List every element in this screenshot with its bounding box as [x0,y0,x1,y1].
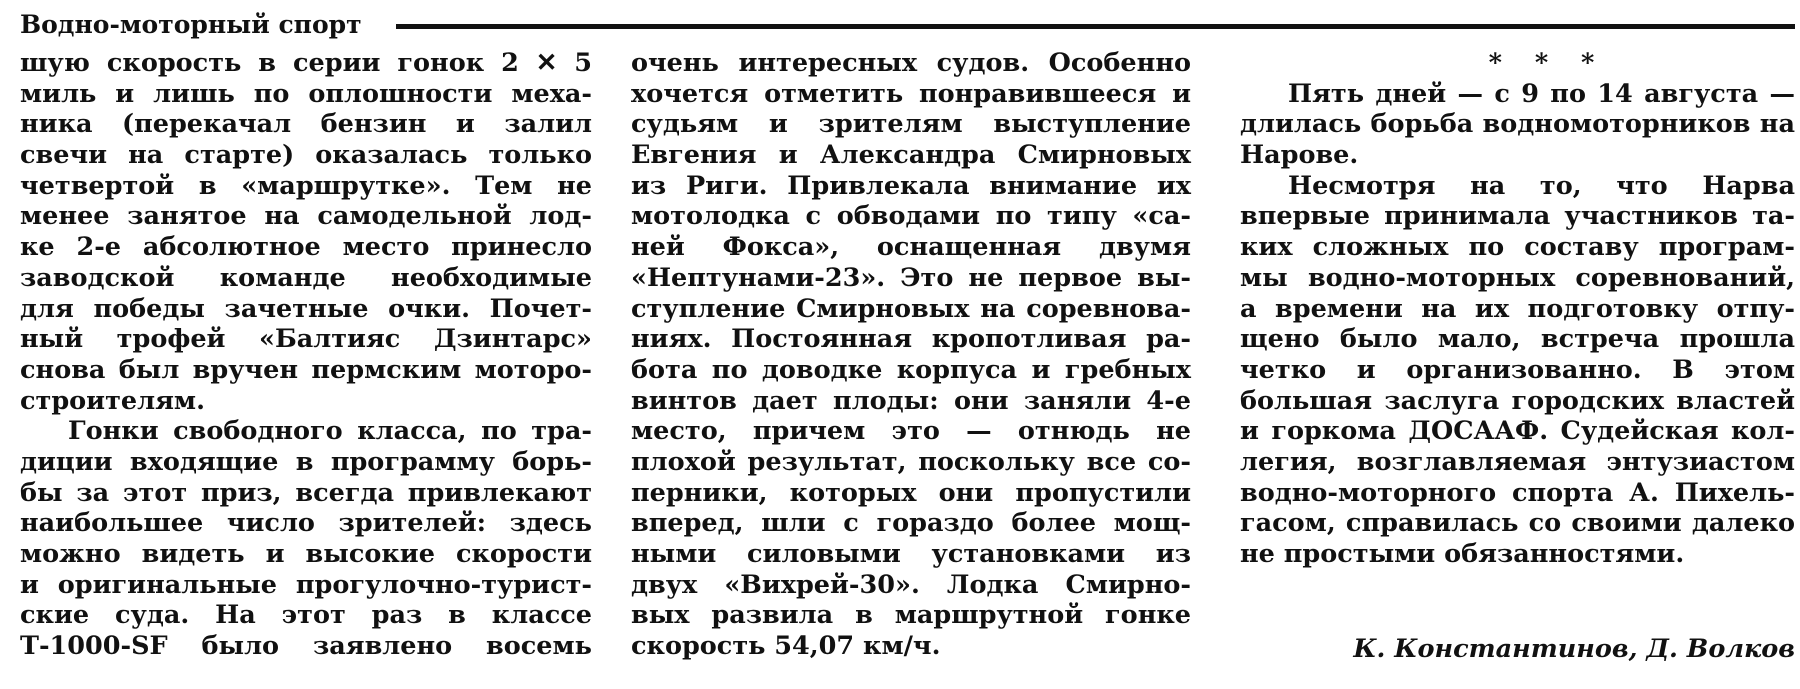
text-line: бота по доводке корпуса и гребных [631,354,1191,385]
text-line: ких сложных по составу програм- [1240,232,1795,263]
text-line: перники, которых они пропустили [631,477,1191,508]
text-column-3 [1240,48,1795,664]
section-divider-stars: * * * [1488,48,1607,78]
text-line: плохой результат, поскольку все со- [631,446,1191,477]
text-line: ступление Смирновых на соревнова- [631,293,1191,324]
text-line: Пять дней — с 9 по 14 августа — [1288,78,1795,109]
text-line: мы водно-моторных соревнований, [1240,262,1795,293]
text-line: можно видеть и высокие скорости [20,539,592,569]
text-line: и оригинальные прогулочно-турист- [20,569,592,600]
text-line: миль и лишь по оплошности меха- [20,78,592,109]
text-line: вперед, шли с гораздо более мощ- [631,508,1191,539]
text-line: ские суда. На этот раз в классе [20,600,592,631]
text-line: ней Фокса», оснащенная двумя [631,232,1191,263]
text-line: скорость 54,07 км/ч. [631,631,941,662]
text-line: гасом, справилась со своими далеко [1240,508,1795,539]
text-line: щено было мало, встреча прошла [1240,324,1795,355]
text-line: вых развила в маршрутной гонке [631,600,1191,631]
text-line: впервые принимала участников та- [1240,201,1795,232]
text-line: менее занятое на самодельной лод- [20,201,592,232]
text-line: снова был вручен пермским моторо- [20,354,592,385]
text-line: наибольшее число зрителей: здесь [20,508,592,539]
text-line: очень интересных судов. Особенно [631,48,1191,78]
author-signature: К. Константинов, Д. Волков [1353,633,1795,664]
text-line: ке 2-е абсолютное место принесло [20,232,592,263]
text-line: ный трофей «Балтияс Дзинтарс» [20,324,592,355]
text-column-2 [631,48,1191,662]
text-line: строителям. [20,385,205,416]
text-line: диции входящие в программу борь- [20,446,592,477]
text-line: бы за этот приз, всегда привлекают [20,477,592,508]
text-line: четвертой в «маршрутке». Тем не [20,170,592,201]
text-line: свечи на старте) оказалась только [20,140,592,171]
text-line: водно-моторного спорта А. Пихель- [1240,477,1795,508]
text-line: длилась борьба водномоторников на [1240,109,1795,140]
text-line: не простыми обязанностями. [1240,539,1685,569]
text-line: шую скорость в серии гонок 2 ✕ 5 [20,48,592,78]
text-line: мотолодка с обводами по типу «са- [631,201,1191,232]
text-line: хочется отметить понравившееся и [631,78,1191,109]
text-line: четко и организованно. В этом [1240,354,1795,385]
text-line: большая заслуга городских властей [1240,385,1795,416]
text-line: для победы зачетные очки. Почет- [20,293,592,324]
text-line: Т-1000-SF было заявлено восемь [20,631,592,662]
text-line: ными силовыми установками из [631,539,1191,569]
text-line: место, причем это — отнюдь не [631,416,1191,447]
text-line: винтов дает плоды: они заняли 4-е [631,385,1191,416]
text-line: легия, возглавляемая энтузиастом [1240,446,1795,477]
text-line: ниях. Постоянная кропотливая ра- [631,324,1191,355]
text-line: «Нептунами-23». Это не первое вы- [631,262,1191,293]
text-line: Несмотря на то, что Нарва [1288,170,1795,201]
text-line: Гонки свободного класса, по тра- [68,416,592,447]
text-line: а времени на их подготовку отпу- [1240,293,1795,324]
text-column-1 [20,48,592,662]
text-line: и горкома ДОСААФ. Судейская кол- [1240,416,1795,447]
text-line: из Риги. Привлекала внимание их [631,170,1191,201]
text-line: Евгения и Александра Смирновых [631,140,1191,171]
text-line: двух «Вихрей-30». Лодка Смирно- [631,569,1191,600]
header-rule [396,24,1795,29]
text-line: судьям и зрителям выступление [631,109,1191,140]
article-header [20,6,1795,42]
text-line: Нарове. [1240,140,1359,171]
text-line: заводской команде необходимые [20,262,592,293]
text-line: ника (перекачал бензин и залил [20,109,592,140]
section-title: Водно-моторный спорт [20,9,362,39]
